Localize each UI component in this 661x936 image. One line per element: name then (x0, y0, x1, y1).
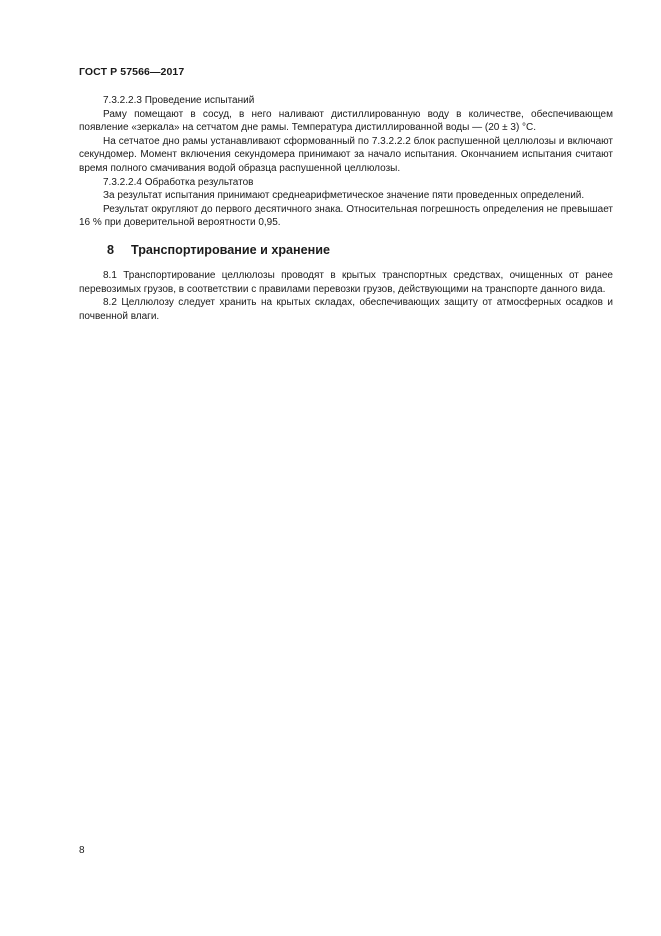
page-content (79, 94, 613, 323)
paragraph-8-1: 8.1 Транспортирование целлюлозы проводят в крытых транспортных средствах, очищенных от ранее перевозимых грузов, в соответствии с правилами перевозки грузов, действующими на транспорте данного вида. (79, 269, 613, 295)
paragraph-result-definition: За результат испытания принимают среднеарифметическое значение пяти проведенных определений. (103, 190, 585, 202)
section-8-title: Транспортирование и хранение (131, 242, 330, 257)
section-8-heading (79, 242, 613, 258)
paragraph-8-2: 8.2 Целлюлозу следует хранить на крытых складах, обеспечивающих защиту от атмосферных осадков и почвенной влаги. (79, 297, 613, 322)
subclause-7-3-2-2-3-heading: 7.3.2.2.3 Проведение испытаний (103, 95, 255, 106)
section-8-number: 8 (107, 242, 115, 257)
paragraph-rounding: Результат округляют до первого десятичного знака. Относительная погрешность определения не превышает 16 % при доверительной вероятности 0,95. (79, 203, 613, 229)
page-number: 8 (79, 845, 85, 856)
paragraph-frame-placement: Раму помещают в сосуд, в него наливают дистиллированную воду в количестве, обеспечивающем появление «зеркала» на сетчатом дне рамы. Температура дистиллированной воды — (20 ± 3) °C. (79, 108, 613, 134)
paragraph-test-start: На сетчатое дно рамы устанавливают сформованный по 7.3.2.2.2 блок распушенной целлюлозы и включают секундомер. Момент включения секундомера принимают за начало испытания. Окончанием испытания считают время полного смачивания водой образца распушенной целлюлозы. (79, 135, 613, 174)
subclause-7-3-2-2-4-heading: 7.3.2.2.4 Обработка результатов (103, 176, 254, 188)
document-code-header: ГОСТ Р 57566—2017 (79, 66, 185, 78)
